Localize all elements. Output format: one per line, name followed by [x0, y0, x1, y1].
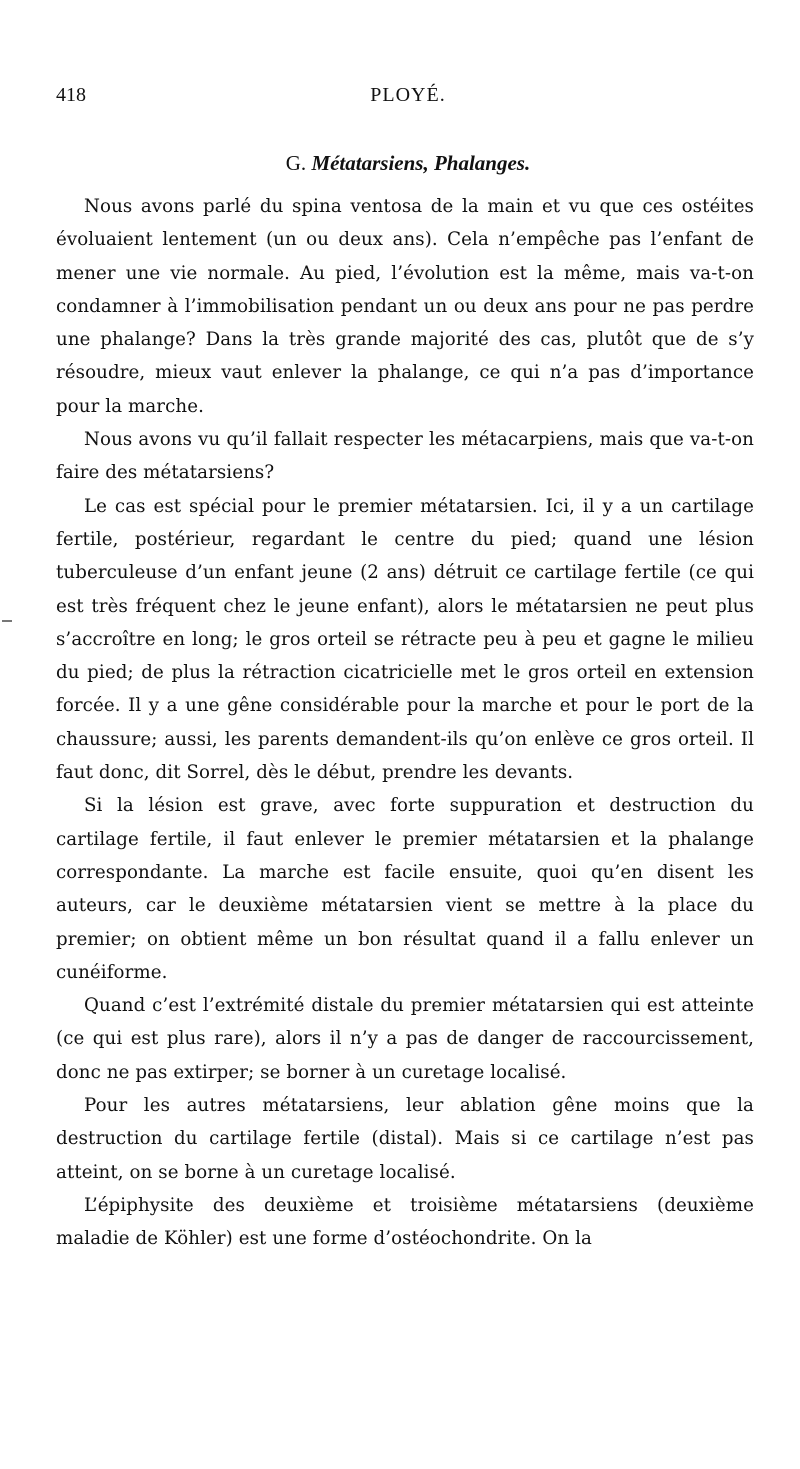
- section-label: G.: [285, 151, 307, 175]
- margin-mark: [2, 620, 12, 622]
- paragraph: Si la lésion est grave, avec forte suppuration et destruction du cartilage fertile, il faut enlever le premier métatarsien et la phalange correspondante. La marche est facile ensuite, quoi qu’en disent les auteurs, car le deuxième métatarsien vient se mettre à la place du premier; on obtient même un bon résultat quand il a fallu enlever un cunéiforme.: [56, 795, 754, 983]
- page-header: [56, 84, 760, 112]
- paragraph: L’épiphysite des deuxième et troisième métatarsiens (deuxième maladie de Köhler) est une forme d’ostéochondrite. On la: [56, 1194, 754, 1250]
- running-head: PLOYÉ.: [370, 84, 446, 106]
- paragraph: Nous avons vu qu’il fallait respecter les métacarpiens, mais que va-t-on faire des métatarsiens?: [56, 429, 754, 484]
- paragraph: Pour les autres métatarsiens, leur ablation gêne moins que la destruction du cartilage fertile (distal). Mais si ce cartilage n’est pas atteint, on se borne à un curetage localisé.: [56, 1095, 754, 1183]
- paragraph: Le cas est spécial pour le premier métatarsien. Ici, il y a un cartilage fertile, postérieur, regardant le centre du pied; quand une lésion tuberculeuse d’un enfant jeune (2 ans) détruit ce cartilage fertile (ce qui est très fréquent chez le jeune enfant), alors le métatarsien ne peut plus s’accroître en long; le gros orteil se rétracte peu à peu et gagne le milieu du pied; de plus la rétraction cicatricielle met le gros orteil en extension forcée. Il y a une gêne considérable pour la marche et pour le port de la chaussure; aussi, les parents demandent-ils qu’on enlève ce gros orteil. Il faut donc, dit Sorrel, dès le début, prendre les devants.: [56, 495, 754, 784]
- paragraph: Quand c’est l’extrémité distale du premier métatarsien qui est atteinte (ce qui est plus rare), alors il n’y a pas de danger de raccourcissement, donc ne pas extirper; se borner à un curetage localisé.: [56, 995, 754, 1083]
- page-number: 418: [56, 84, 86, 106]
- body-text: [56, 190, 754, 1256]
- paragraph: Nous avons parlé du spina ventosa de la main et vu que ces ostéites évoluaient lentement (un ou deux ans). Cela n’empêche pas l’enfant de mener une vie normale. Au pied, l’évolution est la même, mais va-t-on condamner à l’immobilisation pendant un ou deux ans pour ne pas perdre une phalange? Dans la très grande majorité des cas, plutôt que de s’y résoudre, mieux vaut enlever la phalange, ce qui n’a pas d’importance pour la marche.: [56, 196, 754, 417]
- section-title: [56, 148, 760, 178]
- section-title-text: Métatarsiens, Phalanges.: [311, 151, 531, 175]
